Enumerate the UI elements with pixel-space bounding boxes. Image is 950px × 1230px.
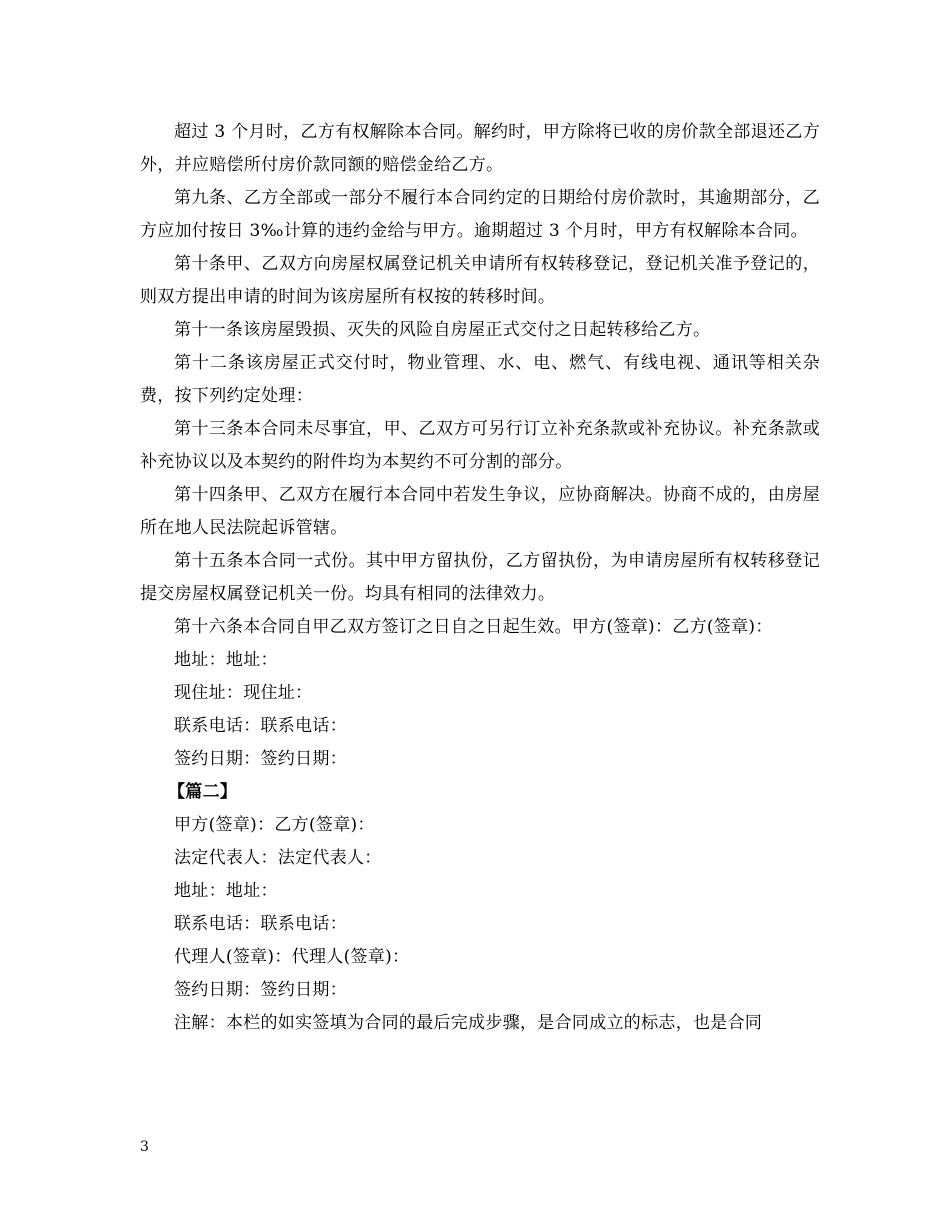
page-number: 3: [140, 1139, 149, 1155]
section-heading-part-two: 【篇二】: [168, 782, 238, 802]
paragraph-article-13: 第十三条本合同未尽事宜，甲、乙双方可另行订立补充条款或补充协议。补充条款或补充协议以及本契约的附件均为本契约不可分割的部分。: [140, 419, 820, 472]
line-agent-signatures: 代理人(签章)：代理人(签章)：: [174, 947, 410, 967]
line-address-2: 地址：地址：: [174, 881, 278, 901]
line-current-address: 现住址：现住址：: [174, 683, 313, 703]
paragraph-article-9: 第九条、乙方全部或一部分不履行本合同约定的日期给付房价款时，其逾期部分，乙方应加付按日 3‰计算的违约金给与甲方。逾期超过 3 个月时，甲方有权解除本合同。: [140, 188, 820, 241]
paragraph-article-15: 第十五条本合同一式份。其中甲方留执份，乙方留执份，为申请房屋所有权转移登记提交房屋权属登记机关一份。均具有相同的法律效力。: [140, 551, 820, 604]
line-address: 地址：地址：: [174, 650, 278, 670]
paragraph-termination-clause: 超过 3 个月时，乙方有权解除本合同。解约时，甲方除将已收的房价款全部退还乙方外，并应赔偿所付房价款同额的赔偿金给乙方。: [140, 122, 820, 175]
line-contact-phone: 联系电话：联系电话：: [174, 716, 347, 736]
paragraph-article-14: 第十四条甲、乙双方在履行本合同中若发生争议，应协商解决。协商不成的，由房屋所在地人民法院起诉管辖。: [140, 485, 820, 538]
line-signing-date-2: 签约日期：签约日期：: [174, 980, 347, 1000]
document-body: [140, 116, 820, 1040]
line-annotation: 注解：本栏的如实签填为合同的最后完成步骤，是合同成立的标志，也是合同: [174, 1013, 763, 1033]
line-signing-date: 签约日期：签约日期：: [174, 749, 347, 769]
paragraph-article-11: 第十一条该房屋毁损、灭失的风险自房屋正式交付之日起转移给乙方。: [174, 320, 711, 340]
paragraph-article-12: 第十二条该房屋正式交付时，物业管理、水、电、燃气、有线电视、通讯等相关杂费，按下列约定处理：: [140, 353, 820, 406]
line-contact-phone-2: 联系电话：联系电话：: [174, 914, 347, 934]
paragraph-article-10: 第十条甲、乙双方向房屋权属登记机关申请所有权转移登记，登记机关准予登记的，则双方提出申请的时间为该房屋所有权按的转移时间。: [140, 254, 820, 307]
line-party-signatures: 甲方(签章)：乙方(签章)：: [174, 815, 375, 835]
line-legal-representative: 法定代表人：法定代表人：: [174, 848, 382, 868]
paragraph-article-16: 第十六条本合同自甲乙双方签订之日自之日起生效。甲方(签章)：乙方(签章)：: [174, 617, 773, 637]
